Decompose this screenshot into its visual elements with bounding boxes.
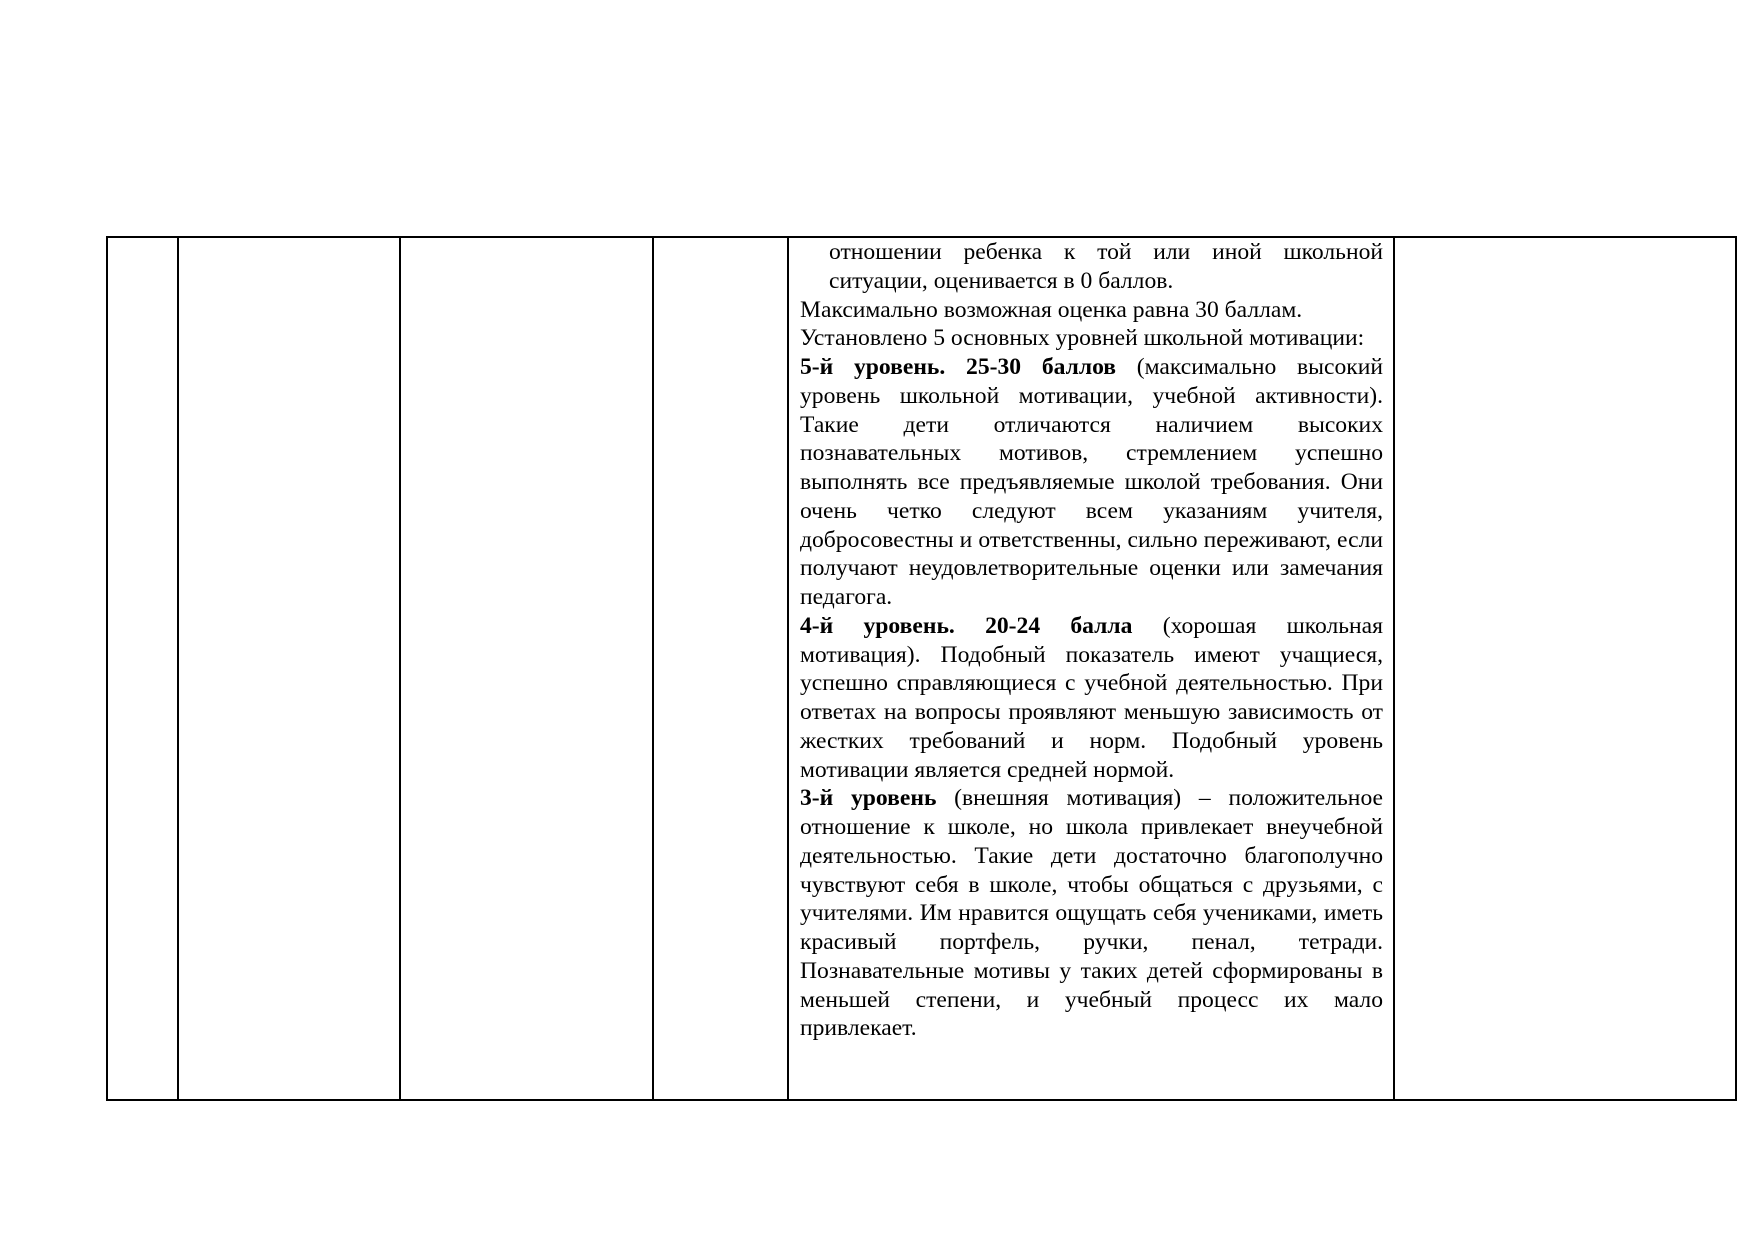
level-3-paragraph	[800, 784, 1383, 1043]
max-score-paragraph: Максимально возможная оценка равна 30 баллам.	[800, 296, 1303, 323]
levels-intro-paragraph: Установлено 5 основных уровней школьной мотивации:	[800, 325, 1365, 352]
level-3-heading: 3-й уровень	[800, 785, 937, 812]
table-row	[107, 237, 1736, 1100]
table-cell-col2	[178, 237, 400, 1100]
table-cell-col4	[653, 237, 788, 1100]
table-cell-number	[107, 237, 178, 1100]
table-cell-description	[788, 237, 1394, 1100]
level-5-text: (максимально высокий уровень школьной мотивации, учебной активности). Такие дети отличаются наличием высоких познавательных мотивов, стремлением успешно выполнять все предъявляемые школой требования. Они очень четко следуют всем указаниям учителя, добросовестны и ответственны, сильно переживают, если получают неудовлетворительные оценки или замечания педагога.	[800, 354, 1383, 610]
description-text	[789, 238, 1393, 1043]
level-4-text: (хорошая школьная мотивация). Подобный показатель имеют учащиеся, успешно справляющиеся с учебной деятельностью. При ответах на вопросы проявляют меньшую зависимость от жестких требований и норм. Подобный уровень мотивации является средней нормой.	[800, 612, 1384, 783]
level-4-paragraph	[800, 612, 1383, 785]
level-3-text: (внешняя мотивация) – положительное отношение к школе, но школа привлекает внеучебной деятельностью. Такие дети достаточно благополучно чувствуют себя в школе, чтобы общаться с друзьями, с учителями. Им нравится ощущать себя учениками, иметь красивый портфель, ручки, пенал, тетради. Познавательные мотивы у таких детей сформированы в меньшей степени, и учебный процесс их мало привлекает.	[800, 785, 1383, 1042]
continued-list-item: отношении ребенка к той или иной школьной ситуации, оценивается в 0 баллов.	[829, 239, 1383, 294]
level-4-heading: 4-й уровень. 20-24 балла	[800, 612, 1133, 639]
level-5-paragraph	[800, 353, 1383, 612]
table-cell-col6	[1394, 237, 1736, 1100]
content-table	[106, 236, 1737, 1101]
table-cell-col3	[400, 237, 653, 1100]
level-5-heading: 5-й уровень. 25-30 баллов	[800, 354, 1117, 380]
